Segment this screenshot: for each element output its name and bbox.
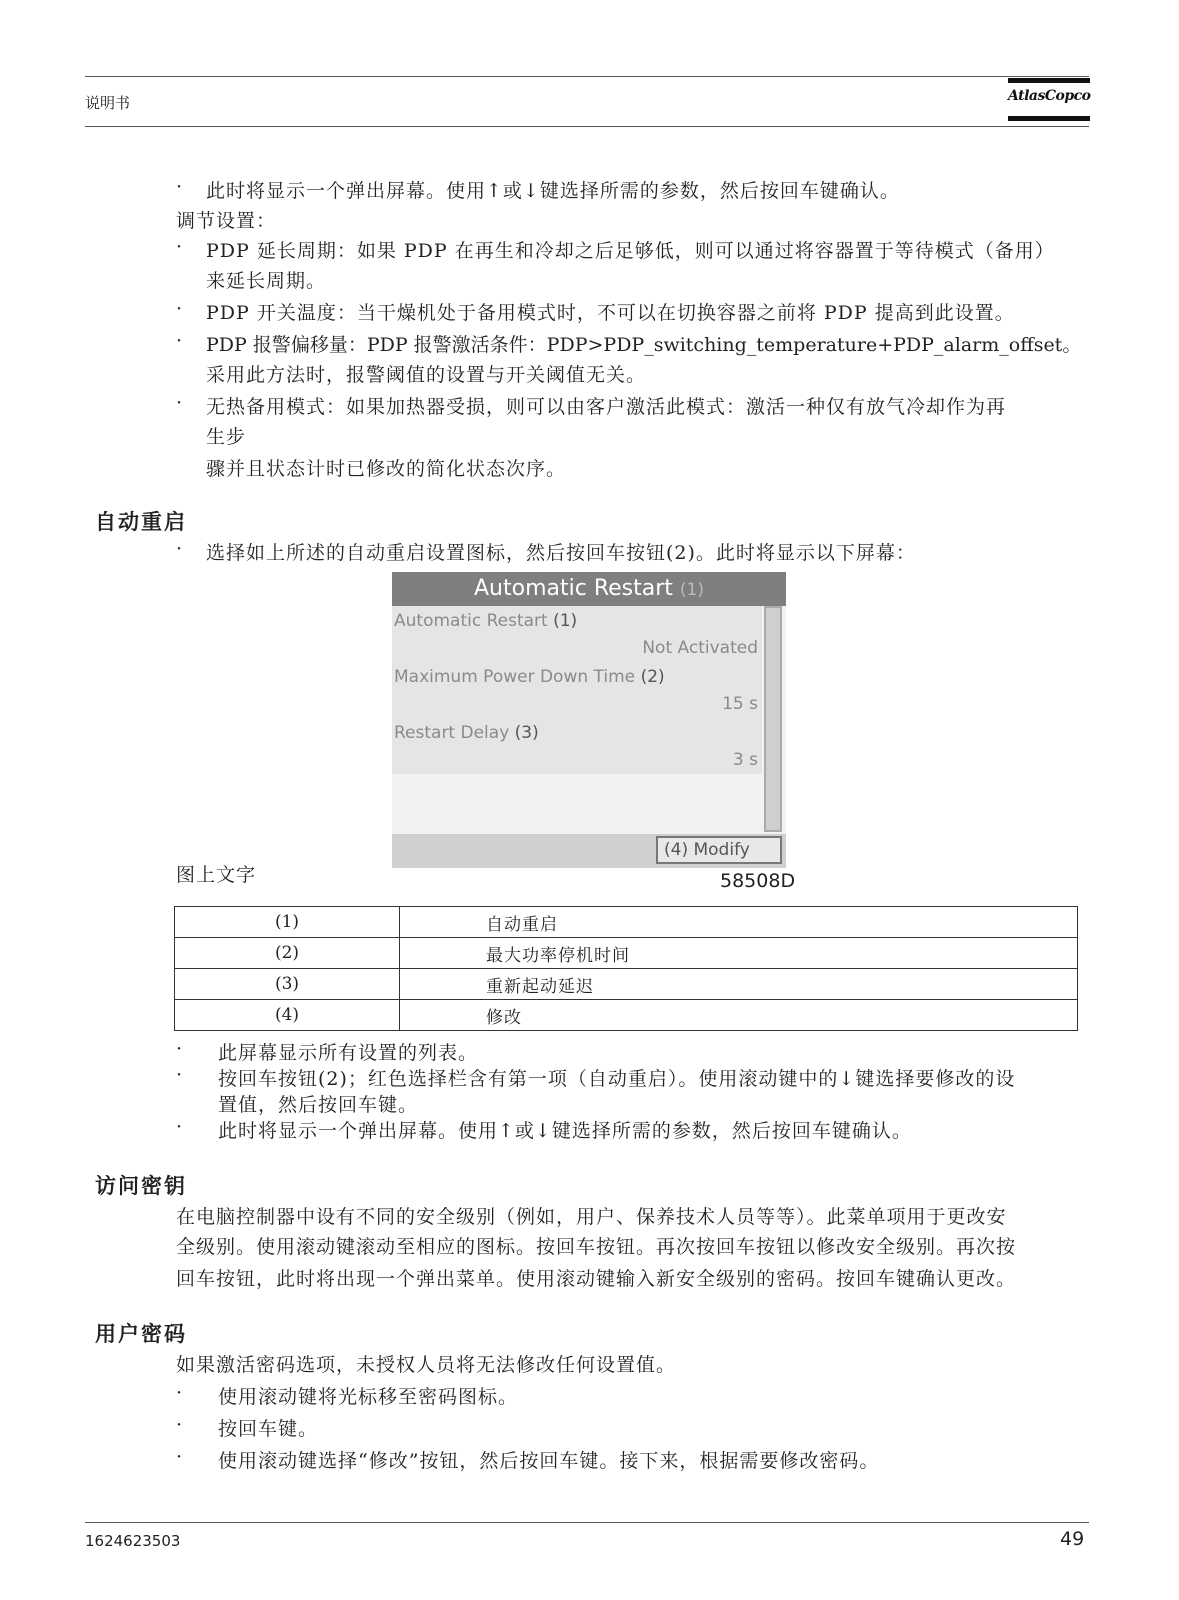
controller-screen-figure: [392, 572, 786, 868]
intro-bullet-4-line-2: 采用此方法时，报警阈值的设置与开关阈值无关。: [206, 364, 647, 386]
section-heading-auto-restart: 自动重启: [95, 510, 187, 534]
row-value: Not Activated: [642, 638, 758, 658]
row-value: 3 s: [732, 750, 758, 770]
legend-table: [174, 906, 1078, 1031]
intro-bullet-1: 此时将显示一个弹出屏幕。使用↑或↓键选择所需的参数，然后按回车键确认。: [206, 180, 900, 202]
user-password-bullet-3: 使用滚动键选择“修改”按钮，然后按回车键。接下来，根据需要修改密码。: [218, 1450, 880, 1472]
intro-bullet-2-line-1: PDP 延长周期：如果 PDP 在再生和冷却之后足够低，则可以通过将容器置于等待模式（备用）: [206, 240, 1055, 262]
intro-subhead: 调节设置：: [176, 210, 277, 232]
bullet-icon: ·: [176, 392, 183, 414]
table-row: (3) 重新起动延迟: [175, 969, 1078, 1000]
intro-bullet-5-line-1: 无热备用模式：如果加热器受损，则可以由客户激活此模式：激活一种仅有放气冷却作为再: [206, 396, 1007, 418]
document-number: 1624623503: [85, 1532, 181, 1550]
user-password-bullet-1: 使用滚动键将光标移至密码图标。: [218, 1386, 519, 1408]
auto-restart-bullet-3-line-2: 置值，然后按回车键。: [218, 1094, 419, 1116]
row-num: (2): [640, 667, 665, 687]
screen-scrollbar: [764, 606, 782, 832]
header-rule-bottom: [85, 126, 1089, 127]
intro-bullet-2-line-2: 来延长周期。: [206, 270, 327, 292]
screen-row-automatic-restart: [392, 606, 762, 662]
bullet-icon: ·: [176, 1116, 183, 1138]
bullet-icon: ·: [176, 236, 183, 258]
bullet-icon: ·: [176, 330, 183, 352]
bullet-icon: ·: [176, 1038, 183, 1060]
auto-restart-bullet-2: 此屏幕显示所有设置的列表。: [218, 1042, 479, 1064]
atlas-copco-logo: AtlasCopco: [1008, 78, 1090, 124]
intro-bullet-4-line-1: PDP 报警偏移量：PDP 报警激活条件：PDP>PDP_switching_temperature+PDP_alarm_offset。: [206, 334, 1082, 356]
access-key-line-3: 回车按钮，此时将出现一个弹出菜单。使用滚动键输入新安全级别的密码。按回车键确认更改。: [176, 1268, 1017, 1290]
row-label: Maximum Power Down Time: [394, 667, 636, 687]
figure-caption: 图上文字: [176, 864, 257, 886]
bullet-icon: ·: [176, 1414, 183, 1436]
row-value: 15 s: [722, 694, 758, 714]
bullet-icon: ·: [176, 538, 183, 560]
intro-bullet-5-line-3: 骤并且状态计时已修改的简化状态次序。: [206, 458, 567, 480]
intro-bullet-5-line-2: 生步: [206, 426, 247, 448]
row-label: Restart Delay: [394, 723, 510, 743]
footer-rule: [85, 1522, 1089, 1523]
figure-code: 58508D: [720, 870, 796, 892]
screen-title: Automatic Restart: [474, 576, 673, 601]
bullet-icon: ·: [176, 298, 183, 320]
access-key-line-1: 在电脑控制器中设有不同的安全级别（例如，用户、保养技术人员等等）。此菜单项用于更改安: [176, 1206, 1007, 1228]
header-label: 说明书: [85, 94, 131, 112]
user-password-intro: 如果激活密码选项，未授权人员将无法修改任何设置值。: [176, 1354, 677, 1376]
auto-restart-bullet-3-line-1: 按回车按钮(2)；红色选择栏含有第一项（自动重启）。使用滚动键中的↓键选择要修改的设: [218, 1068, 1016, 1090]
screen-row-max-power-down: [392, 662, 762, 718]
row-label: Automatic Restart: [394, 611, 548, 631]
header-rule-top: [85, 76, 1089, 77]
page-number: 49: [1060, 1528, 1085, 1550]
bullet-icon: ·: [176, 176, 183, 198]
auto-restart-bullet-4: 此时将显示一个弹出屏幕。使用↑或↓键选择所需的参数，然后按回车键确认。: [218, 1120, 912, 1142]
auto-restart-intro: 选择如上所述的自动重启设置图标，然后按回车按钮(2)。此时将显示以下屏幕：: [206, 542, 916, 564]
user-password-bullet-2: 按回车键。: [218, 1418, 319, 1440]
row-num: (1): [553, 611, 578, 631]
screen-title-num: (1): [679, 580, 704, 600]
table-row: (4) 修改: [175, 1000, 1078, 1031]
section-heading-access-key: 访问密钥: [95, 1174, 187, 1198]
screen-modify-button: (4) Modify: [656, 836, 782, 864]
bullet-icon: ·: [176, 1446, 183, 1468]
bullet-icon: ·: [176, 1064, 183, 1086]
intro-bullet-3: PDP 开关温度：当干燥机处于备用模式时，不可以在切换容器之前将 PDP 提高到此设置。: [206, 302, 1015, 324]
section-heading-user-password: 用户密码: [95, 1322, 187, 1346]
row-num: (3): [514, 723, 539, 743]
screen-title-bar: [392, 572, 786, 606]
table-row: (1) 自动重启: [175, 907, 1078, 938]
bullet-icon: ·: [176, 1382, 183, 1404]
access-key-line-2: 全级别。使用滚动键滚动至相应的图标。按回车按钮。再次按回车按钮以修改安全级别。再次按: [176, 1236, 1017, 1258]
table-row: (2) 最大功率停机时间: [175, 938, 1078, 969]
screen-row-restart-delay: [392, 718, 762, 774]
